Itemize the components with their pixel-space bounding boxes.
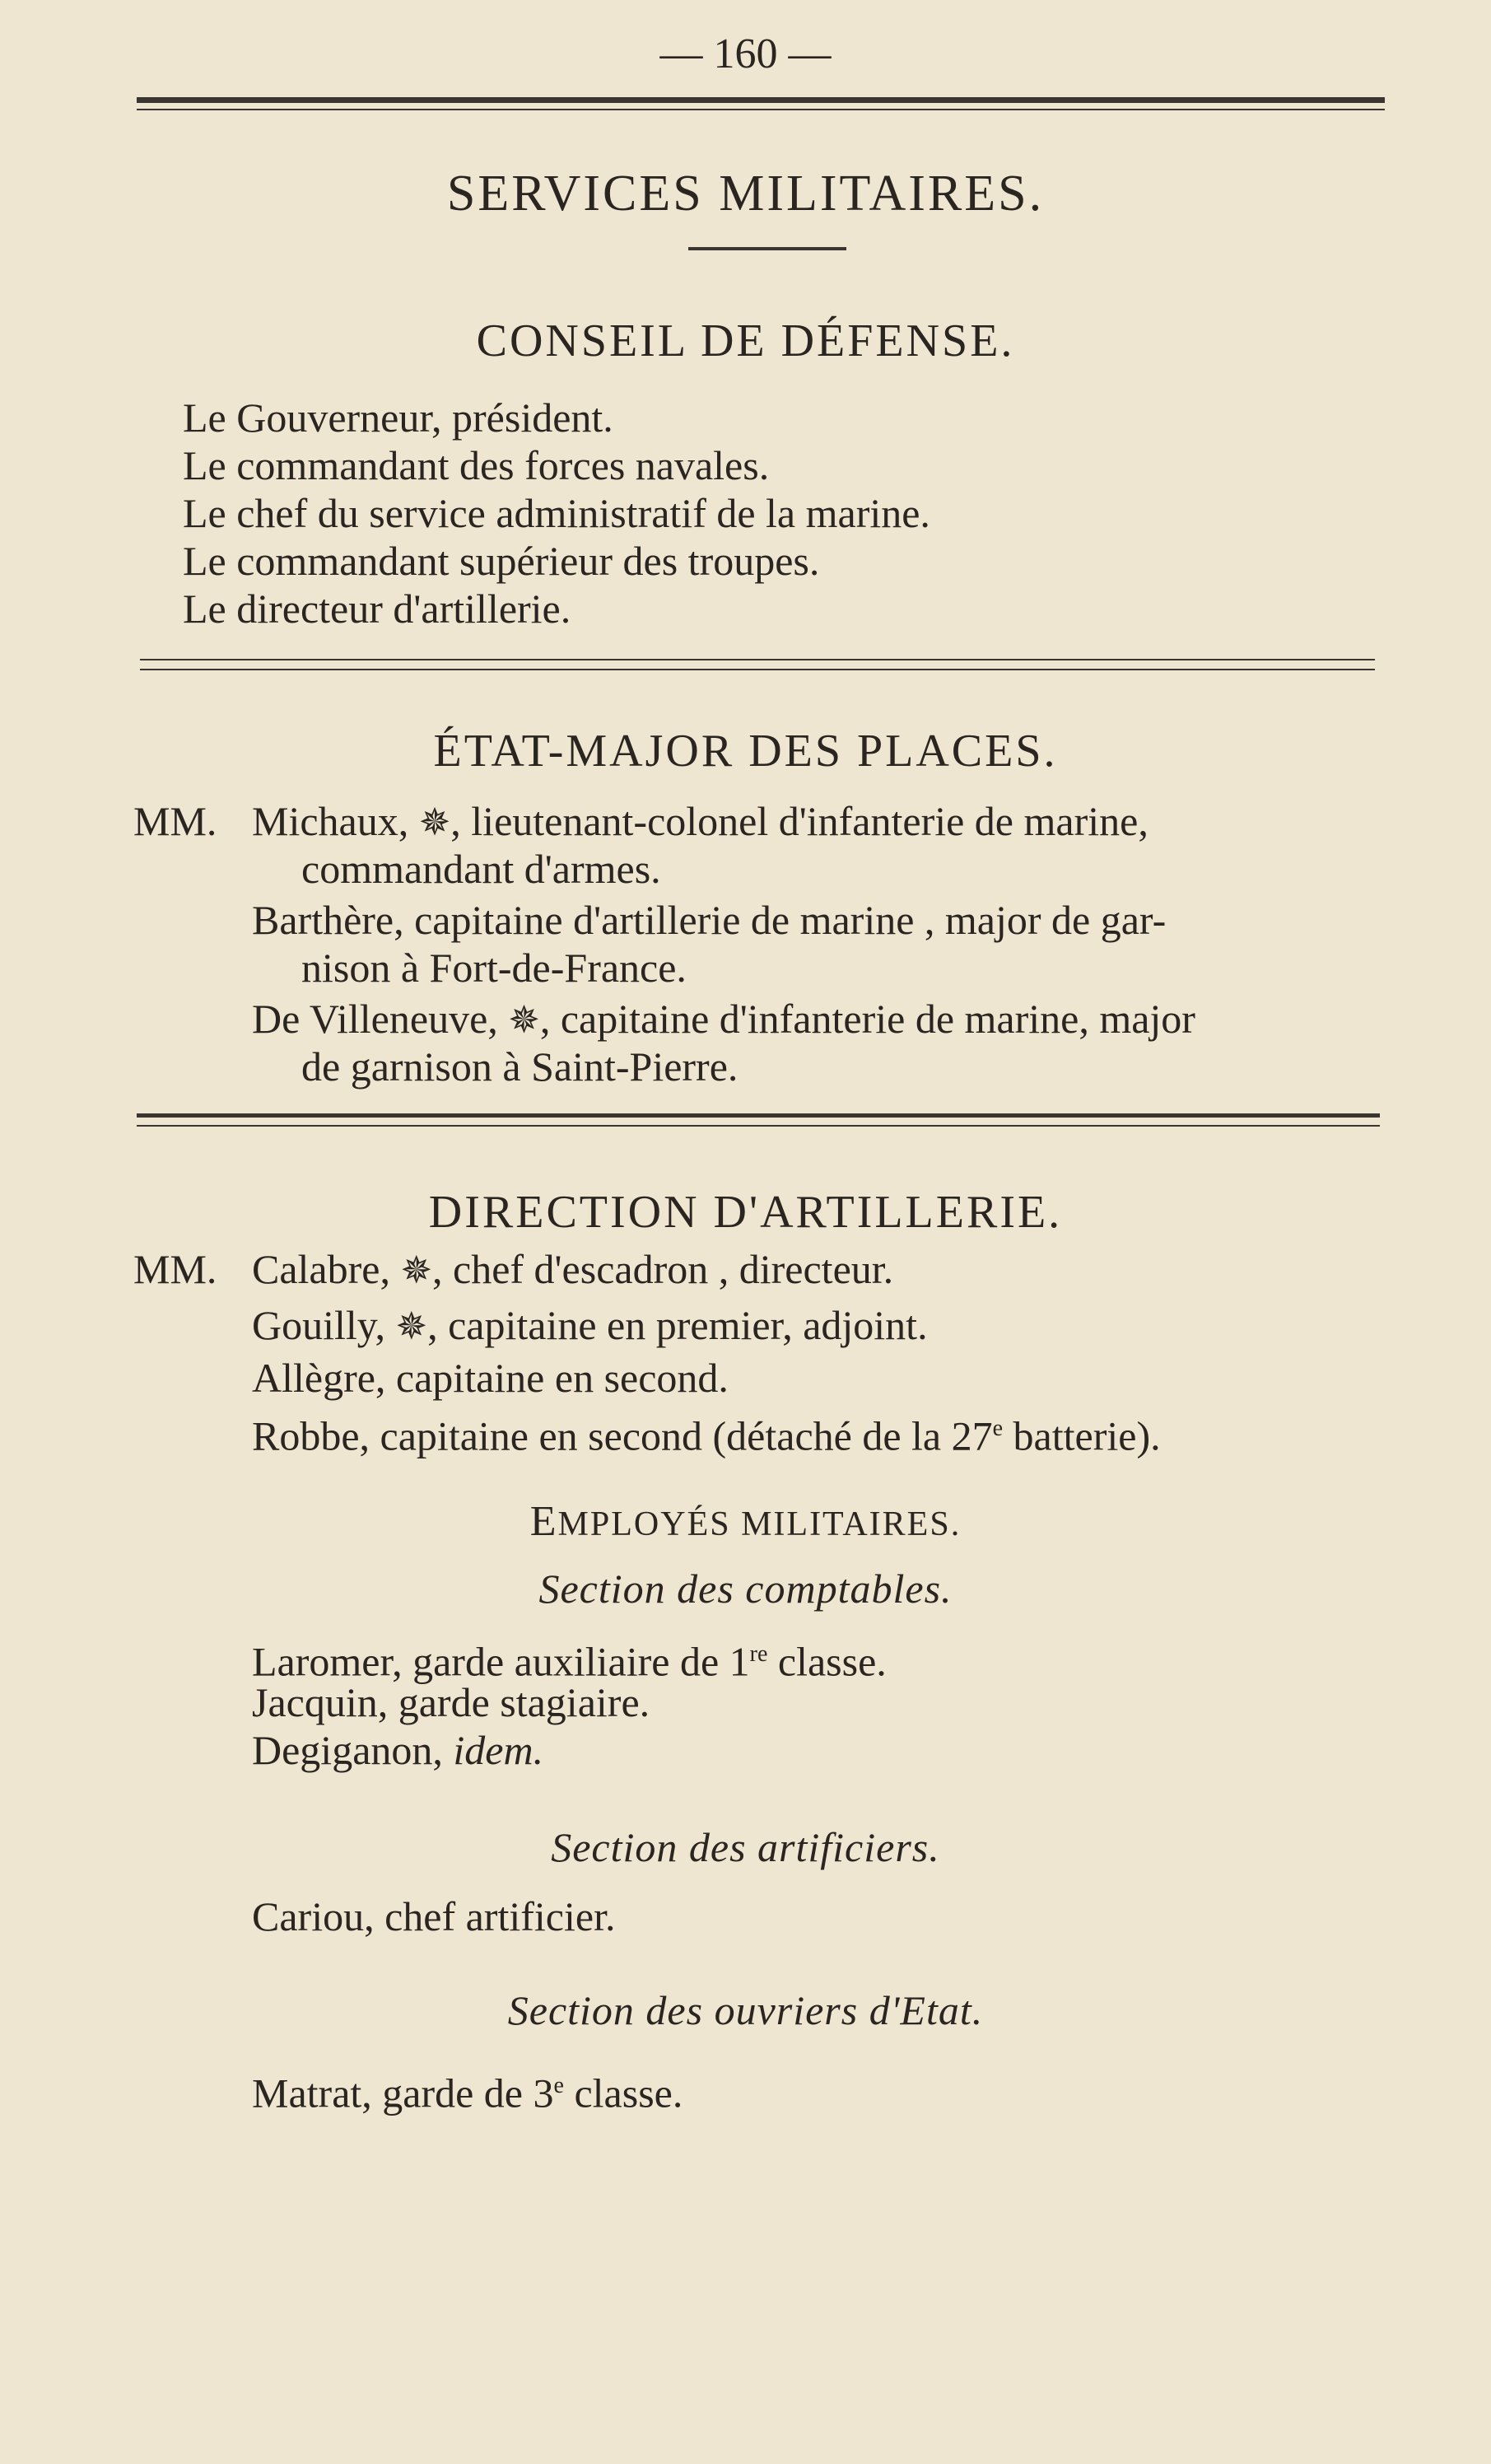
michaux-name: Michaux, <box>252 798 409 844</box>
legion-cross-icon: ✵ <box>395 1305 428 1347</box>
conseil-rule-2 <box>140 669 1375 670</box>
conseil-line-5: Le directeur d'artillerie. <box>183 586 571 632</box>
direction-line-3: Allègre, capitaine en second. <box>252 1355 729 1401</box>
laromer-text: Laromer, garde auxiliaire de 1 <box>252 1638 750 1685</box>
employes-rest: MPLOYÉS MILITAIRES. <box>557 1505 962 1543</box>
direction-line-2 <box>252 1301 928 1351</box>
comptables-heading: Section des comptables. <box>538 1566 953 1612</box>
gouilly-name: Gouilly, <box>252 1302 386 1348</box>
etat-major-line-1 <box>252 797 1149 847</box>
artificiers-heading: Section des artificiers. <box>551 1824 940 1870</box>
etat-major-rule-2 <box>137 1125 1380 1127</box>
matrat-text-end: classe. <box>563 2070 683 2116</box>
etat-major-mm: MM. <box>133 798 217 844</box>
laromer-text-end: classe. <box>767 1638 887 1685</box>
employes-heading <box>0 1497 1491 1546</box>
legion-cross-icon: ✵ <box>400 1249 433 1291</box>
villeneuve-name: De Villeneuve, <box>252 996 498 1042</box>
degiganon-text: Degiganon, <box>252 1727 454 1773</box>
conseil-line-4: Le commandant supérieur des troupes. <box>183 538 820 584</box>
artificiers-line-1: Cariou, chef artificier. <box>252 1893 616 1939</box>
direction-title: DIRECTION D'ARTILLERIE. <box>428 1187 1063 1238</box>
gouilly-rank: , capitaine en premier, adjoint. <box>427 1302 928 1348</box>
laromer-superscript: re <box>749 1641 768 1667</box>
ouvriers-heading: Section des ouvriers d'Etat. <box>507 1987 984 2033</box>
robbe-text: Robbe, capitaine en second (détaché de la 27 <box>252 1412 993 1459</box>
ouvriers-line-1 <box>252 2062 683 2117</box>
direction-mm: MM. <box>133 1246 217 1292</box>
conseil-line-2: Le commandant des forces navales. <box>183 442 770 488</box>
calabre-name: Calabre, <box>252 1246 390 1292</box>
etat-major-line-2: commandant d'armes. <box>301 846 661 892</box>
etat-major-line-4: nison à Fort-de-France. <box>301 945 687 991</box>
comptables-line-3 <box>252 1726 543 1774</box>
matrat-superscript: e <box>553 2073 564 2098</box>
employes-initial: E <box>529 1498 558 1545</box>
page-number: — 160 — <box>659 30 832 77</box>
robbe-text-end: batterie). <box>1003 1412 1161 1459</box>
etat-major-line-6: de garnison à Saint-Pierre. <box>301 1043 739 1090</box>
villeneuve-rank: , capitaine d'infanterie de marine, major <box>539 996 1195 1042</box>
conseil-title: CONSEIL DE DÉFENSE. <box>476 315 1015 366</box>
top-rule <box>137 97 1385 103</box>
matrat-text: Matrat, garde de 3 <box>252 2070 554 2116</box>
conseil-line-3: Le chef du service administratif de la marine. <box>183 490 930 536</box>
michaux-rank: , lieutenant-colonel d'infanterie de marine, <box>450 798 1149 844</box>
etat-major-title: ÉTAT-MAJOR DES PLACES. <box>433 726 1058 777</box>
etat-major-line-5 <box>252 995 1195 1044</box>
conseil-rule-1 <box>140 659 1375 660</box>
top-rule-thin <box>137 109 1385 110</box>
direction-line-1 <box>252 1245 893 1295</box>
legion-cross-icon: ✵ <box>418 801 451 843</box>
legion-cross-icon: ✵ <box>508 999 540 1041</box>
direction-line-4 <box>252 1405 1161 1460</box>
comptables-line-1 <box>252 1631 887 1686</box>
calabre-rank: , chef d'escadron , directeur. <box>432 1246 894 1292</box>
idem-text: idem. <box>453 1727 544 1773</box>
title-separator <box>688 247 846 250</box>
etat-major-rule-1 <box>137 1113 1380 1118</box>
comptables-line-2: Jacquin, garde stagiaire. <box>252 1679 650 1725</box>
robbe-superscript: e <box>992 1416 1004 1441</box>
conseil-line-1: Le Gouverneur, président. <box>183 394 613 441</box>
main-title: SERVICES MILITAIRES. <box>446 166 1045 222</box>
etat-major-line-3: Barthère, capitaine d'artillerie de marine , major de gar- <box>252 897 1167 943</box>
